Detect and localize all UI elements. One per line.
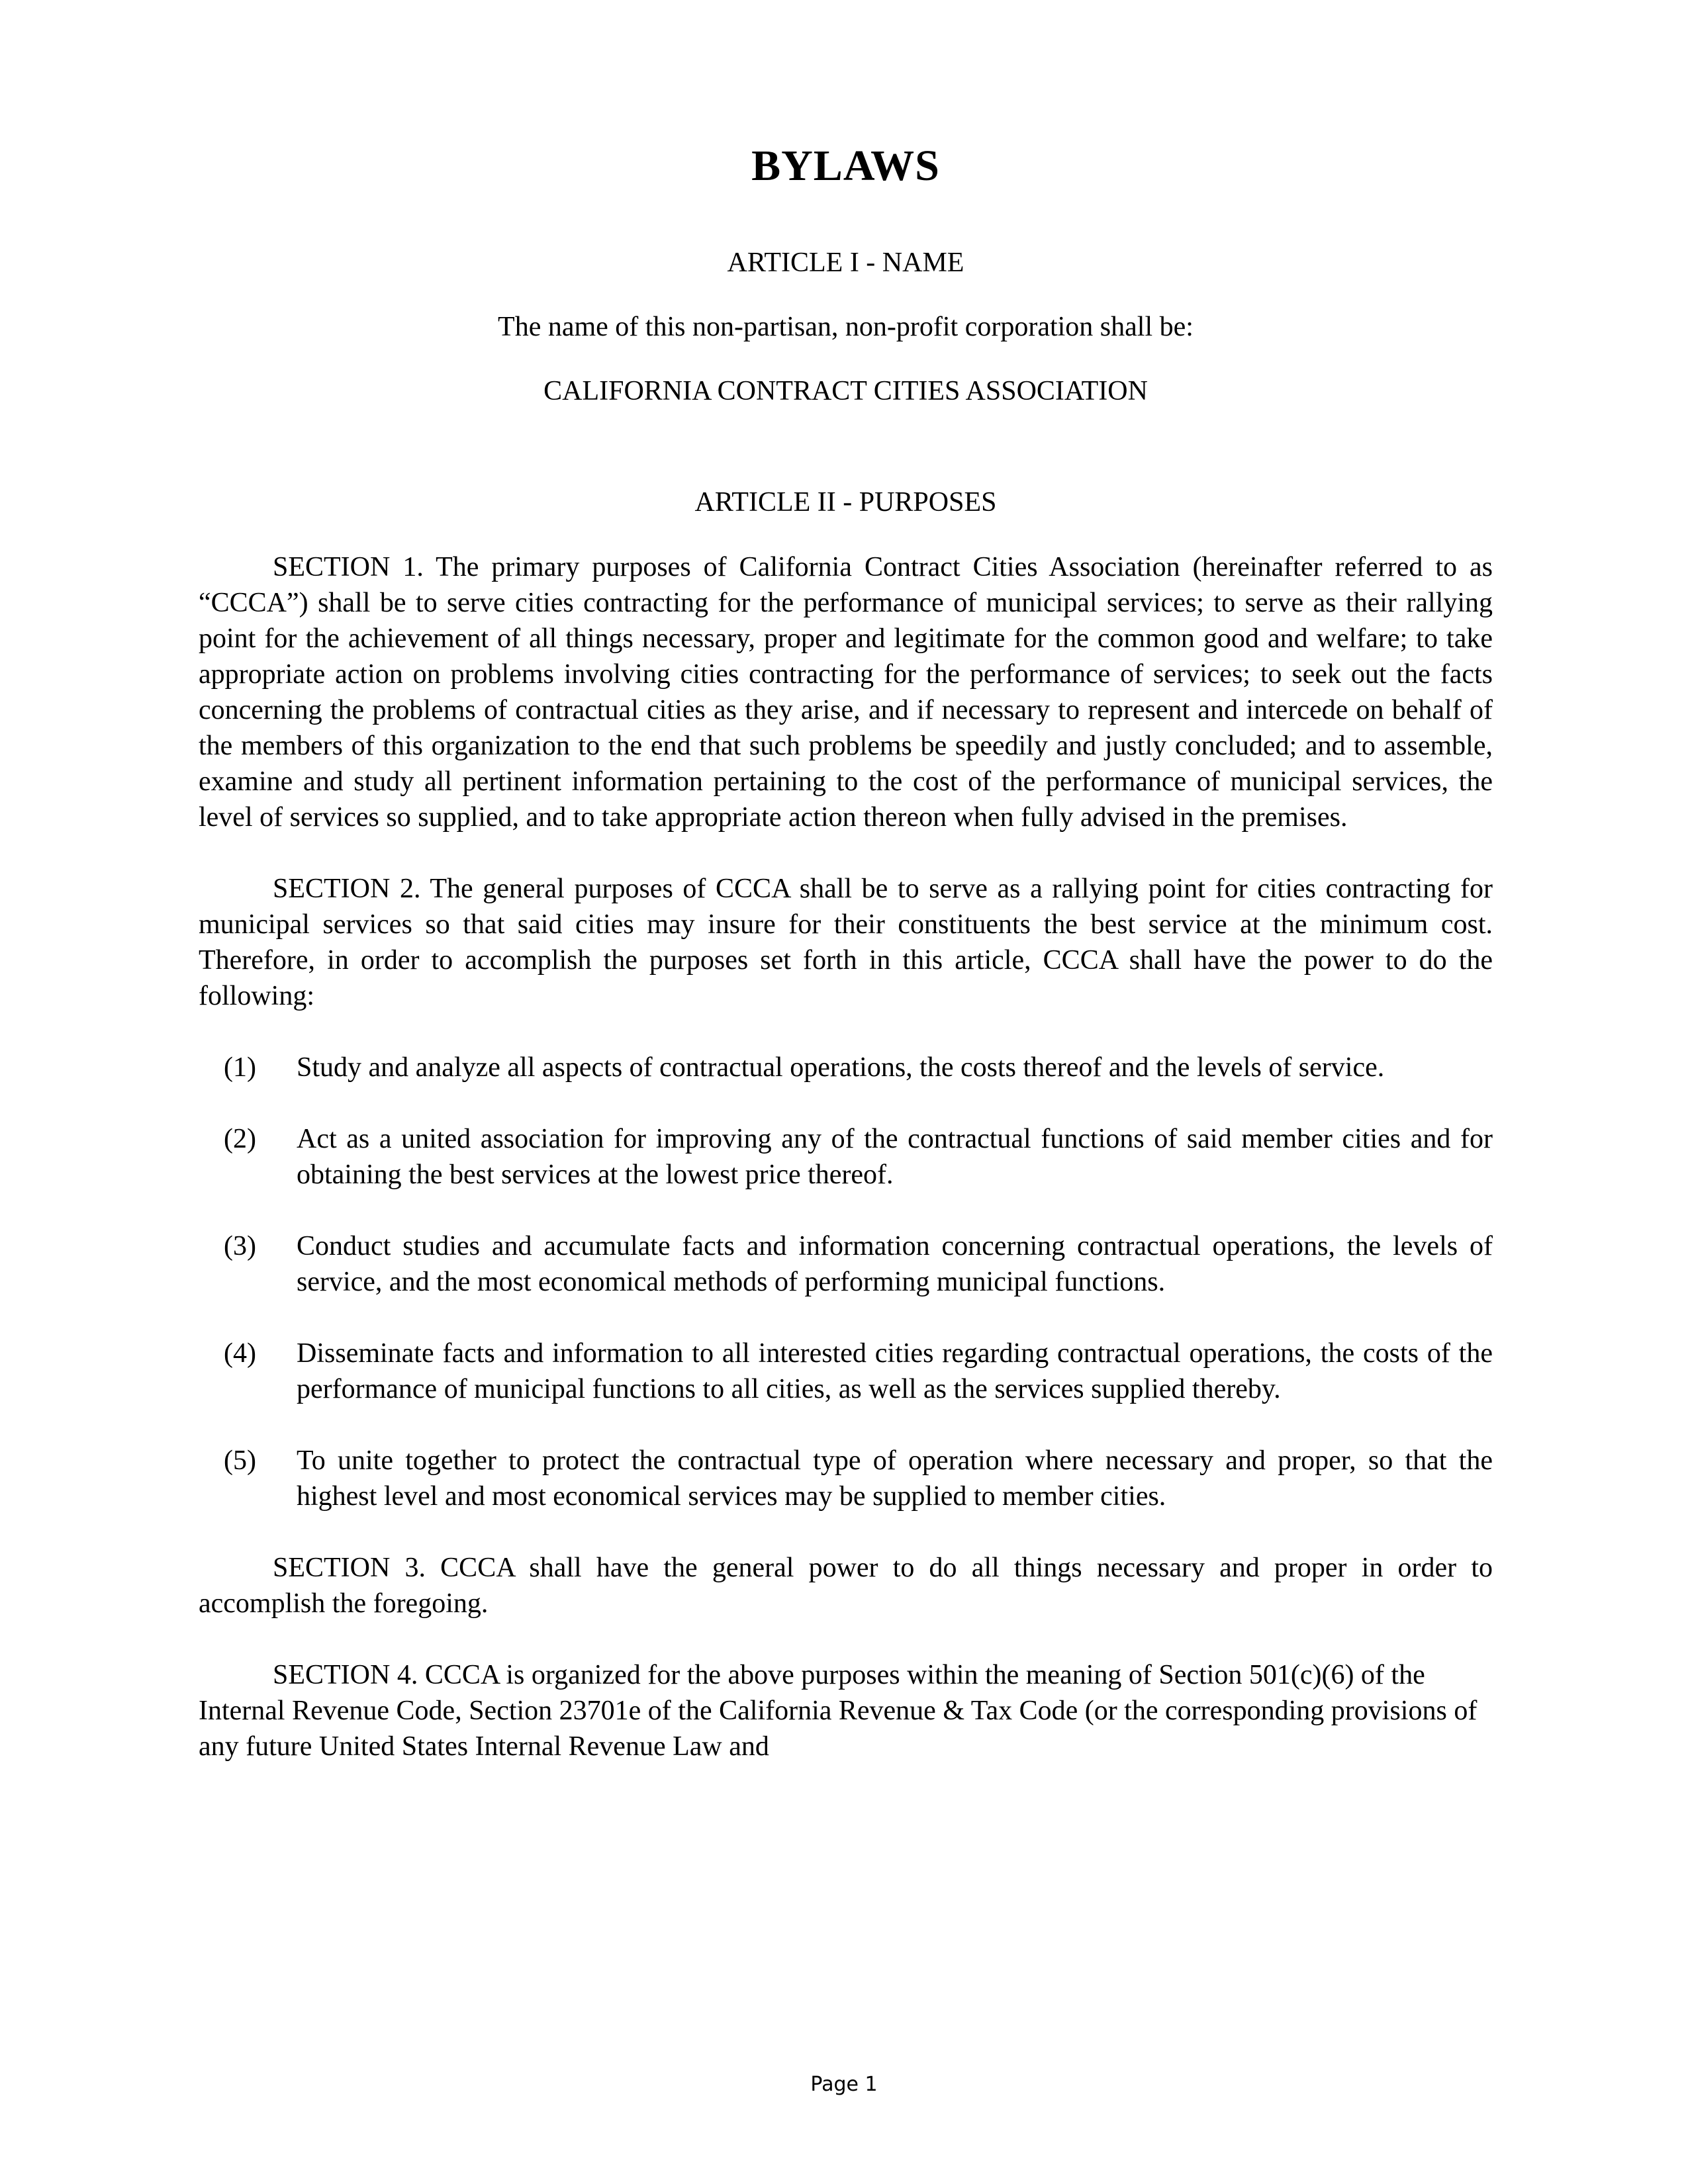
list-item-text: Conduct studies and accumulate facts and information concerning contractual operations, the levels of service, and the most economical methods of performing municipal functions. [297, 1231, 1493, 1297]
list-item [199, 1336, 1493, 1407]
section-2-paragraph: SECTION 2. The general purposes of CCCA shall be to serve as a rallying point for cities contracting for municipal services so that said cities may insure for their constituents the best service at the minimum cost. Therefore, in order to accomplish the purposes set forth in this article, CCCA shall have the power to do the following: [199, 874, 1493, 1011]
page-title: BYLAWS [751, 142, 940, 190]
article-one-heading: ARTICLE I - NAME [727, 248, 964, 278]
list-item [199, 1121, 1493, 1193]
list-item-marker: (5) [224, 1445, 256, 1476]
page-footer: Page 1 [810, 2073, 878, 2096]
list-item [199, 1443, 1493, 1514]
section-1-paragraph: SECTION 1. The primary purposes of California Contract Cities Association (hereinafter referred to as “CCCA”) shall be to serve cities contracting for the performance of municipal services; to serve as their rallying point for the achievement of all things necessary, proper and legitimate for the common good and welfare; to take appropriate action on problems involving cities contracting for the performance of services; to seek out the facts concerning the problems of contractual cities as they arise, and if necessary to represent and intercede on behalf of the members of this organization to the end that such problems be speedily and justly concluded; and to assemble, examine and study all pertinent information pertaining to the cost of the performance of municipal services, the level of services so supplied, and to take appropriate action thereon when fully advised in the premises. [199, 552, 1493, 833]
section-3-paragraph: SECTION 3. CCCA shall have the general power to do all things necessary and proper in order to accomplish the foregoing. [199, 1553, 1493, 1619]
spacer [199, 341, 1493, 377]
powers-list [199, 1050, 1493, 1514]
section-4-paragraph: SECTION 4. CCCA is organized for the above purposes within the meaning of Section 501(c)(6) of the Internal Revenue Code, Section 23701e of the California Revenue & Tax Code (or the corresponding provisions of any future United States Internal Revenue Law and [199, 1660, 1477, 1762]
article-one-intro-line: The name of this non-partisan, non-profit corporation shall be: [498, 312, 1194, 342]
document-content [199, 0, 1493, 1764]
spacer [199, 516, 1493, 549]
list-item [199, 1050, 1493, 1085]
list-item-marker: (1) [224, 1052, 256, 1083]
list-item-text: Act as a united association for improving any of the contractual functions of said member cities and for obtaining the best services at the lowest price thereof. [297, 1124, 1493, 1190]
list-item-marker: (4) [224, 1338, 256, 1369]
list-item-text: Disseminate facts and information to all interested cities regarding contractual operations, the costs of the performance of municipal functions to all cities, as well as the services supplied thereby. [297, 1338, 1493, 1404]
list-item-text: To unite together to protect the contractual type of operation where necessary and proper, so that the highest level and most economical services may be supplied to member cities. [297, 1445, 1493, 1512]
spacer [199, 277, 1493, 313]
list-item-marker: (3) [224, 1231, 256, 1261]
list-item [199, 1228, 1493, 1300]
article-two-heading: ARTICLE II - PURPOSES [694, 487, 997, 518]
list-item-text: Study and analyze all aspects of contractual operations, the costs thereof and the levels of service. [297, 1052, 1385, 1083]
spacer [199, 405, 1493, 488]
organization-name: CALIFORNIA CONTRACT CITIES ASSOCIATION [543, 376, 1148, 406]
list-item-marker: (2) [224, 1124, 256, 1154]
spacer [199, 188, 1493, 249]
